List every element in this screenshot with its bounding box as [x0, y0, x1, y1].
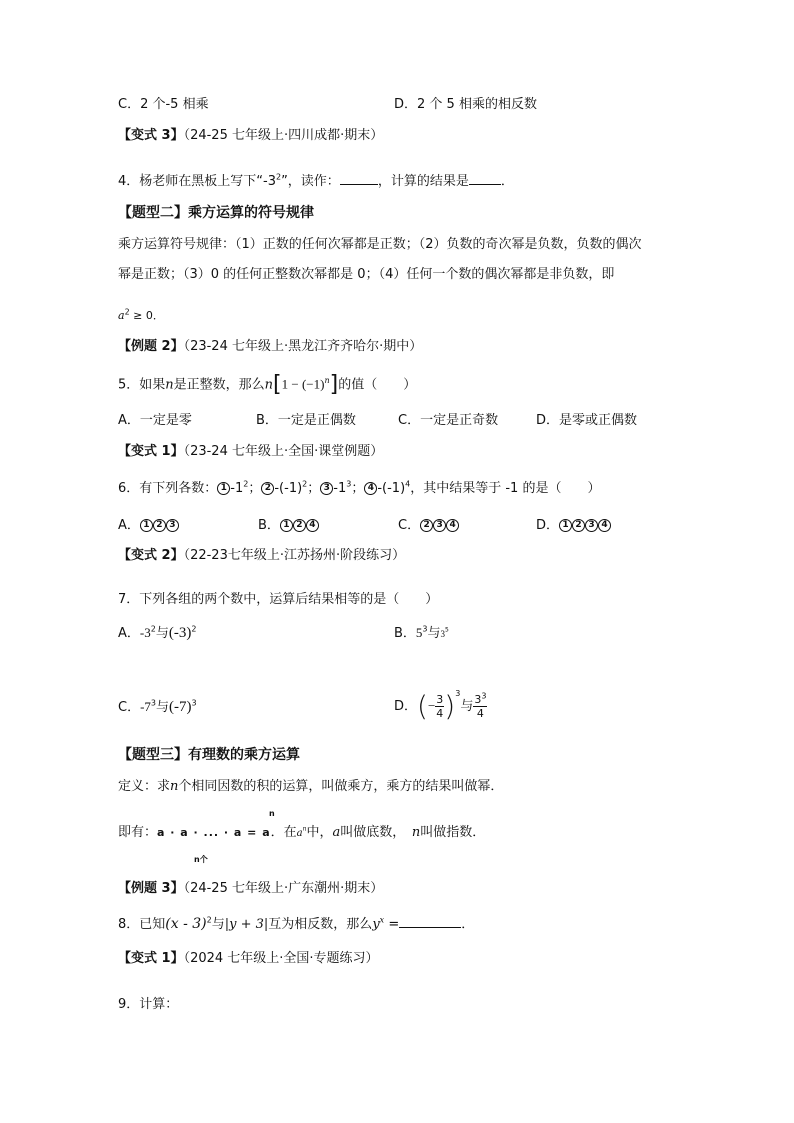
example-tag: 【例题 2】: [118, 339, 184, 354]
math-exp: 5: [445, 626, 449, 634]
math-exp: 2: [191, 624, 197, 634]
rule-inequality: [118, 307, 164, 325]
variant-source: （2024 七年级上·全国·专题练习）: [183, 951, 379, 966]
question-6: 6．有下列各数： 1 $-1^2$； 2 $-(-1)^2$； 3 $-1^3$； 4 $-(-1)^4$，其中结果等于 -1 的是（ ）: [118, 479, 601, 496]
paren: (: [417, 689, 428, 723]
math-expr: -7: [140, 699, 151, 714]
circled-number: 3: [585, 519, 598, 532]
example-source: （24-25 七年级上·广东潮州·期末）: [183, 881, 384, 896]
example-heading: [118, 338, 422, 356]
math-expr: (-3): [168, 625, 192, 641]
variant-tag: 【变式 1】: [118, 444, 184, 459]
q6-text: ，其中结果等于 -1 的是（ ）: [410, 481, 601, 496]
formula-underbrace-label: [194, 850, 208, 869]
variant-tag: 【变式 1】: [118, 951, 184, 966]
question-5: [118, 374, 416, 396]
math-text: n个: [194, 855, 208, 864]
rule-line: 乘方运算符号规律：（1）正数的任何次幂都是正数；（2）负数的奇次幂是负数，负数的偶次: [118, 237, 642, 252]
math-exp: n: [324, 376, 330, 386]
math-text: 与: [460, 699, 474, 714]
bracket: [: [273, 372, 282, 397]
option-label: B．: [394, 626, 416, 641]
circled-number: 2: [261, 482, 274, 495]
example-tag: 【例题 3】: [118, 881, 184, 896]
def-text: 中，: [306, 825, 333, 840]
variant-tag: 【变式 2】: [118, 548, 184, 563]
math-var: n: [165, 377, 174, 393]
q8-text: ．: [461, 917, 475, 932]
math-var: a: [296, 828, 303, 839]
option-label: C．: [398, 518, 421, 533]
math-expr: 3: [440, 629, 446, 639]
definition-line: [118, 824, 485, 843]
section-title: 【题型三】有理数的乘方运算: [118, 747, 300, 763]
option-c: C．一定是正奇数: [398, 413, 499, 428]
question-4: [118, 172, 514, 191]
circled-number: 4: [364, 482, 377, 495]
option-c: [398, 517, 459, 535]
option-c: C．2 个-5 相乘: [118, 97, 209, 112]
math-text: −: [427, 698, 436, 713]
math-text: ≥ 0．: [129, 309, 164, 322]
circled-number: 4: [598, 519, 611, 532]
q5-text: 的值（ ）: [338, 377, 417, 393]
math-exp: 2: [124, 307, 130, 317]
circled-number: 3: [433, 519, 446, 532]
option-d: D．2 个 5 相乘的相反数: [394, 97, 537, 112]
circled-number: 1: [559, 519, 572, 532]
math-expr: 1 − (−1): [281, 376, 325, 392]
question-9: 9．计算：: [118, 997, 179, 1012]
math-exp: 2: [206, 915, 212, 925]
circled-number: 2: [293, 519, 306, 532]
variant-source: （23-24 七年级上·全国·课堂例题）: [183, 444, 384, 459]
q8-text: =: [384, 917, 400, 932]
variant-source: （22-23七年级上·江苏扬州·阶段练习）: [183, 548, 406, 563]
math-text: 与: [156, 700, 170, 715]
circled-number: 1: [140, 519, 153, 532]
paren: ): [444, 689, 456, 723]
fraction: [473, 693, 487, 720]
variant-heading: [118, 547, 405, 565]
circled-number: 1: [217, 482, 230, 495]
circled-number: 4: [306, 519, 319, 532]
answer-blank[interactable]: [469, 172, 501, 185]
circled-number: 3: [166, 519, 179, 532]
q6-item: -(-1): [274, 481, 303, 496]
definition-line: [118, 778, 503, 796]
math-var: a: [118, 309, 125, 322]
circled-number: 2: [572, 519, 585, 532]
math-var: a: [332, 825, 341, 840]
option-a: [118, 624, 196, 643]
def-text: 即有：: [118, 825, 158, 840]
option-label: B．: [258, 518, 280, 533]
q6-item: -1: [333, 481, 347, 496]
fraction-numerator: 3: [436, 693, 444, 706]
math-exp: x: [379, 915, 385, 925]
q6-item: -(-1): [377, 481, 406, 496]
def-text: 定义：求: [118, 779, 171, 794]
math-exp: 2: [150, 624, 156, 634]
section-title: 【题型二】乘方运算的符号规律: [118, 205, 314, 221]
math-expr: -3: [139, 625, 151, 640]
math-text: 与: [427, 626, 441, 641]
circled-number: 4: [446, 519, 459, 532]
question-8: [118, 915, 474, 934]
q4-text: ，计算的结果是: [377, 174, 469, 189]
q6-exp: 3: [346, 479, 352, 489]
option-b: [258, 517, 319, 535]
math-var: n: [170, 779, 179, 794]
def-text: 叫做底数，: [340, 825, 399, 840]
q6-exp: 2: [302, 479, 308, 489]
math-text: 与: [155, 626, 169, 641]
math-exp: n: [302, 825, 307, 833]
math-exp: 3: [455, 689, 461, 698]
math-expr: 5: [415, 625, 423, 640]
math-exp: 3: [422, 624, 428, 634]
variant-source: （24-25 七年级上·四川成都·期末）: [183, 128, 384, 143]
answer-blank[interactable]: [399, 915, 461, 928]
q6-exp: 4: [405, 479, 411, 489]
q4-text: ”，读作：: [281, 174, 340, 189]
option-label: C．: [118, 700, 141, 715]
q4-text: ．: [500, 174, 514, 189]
variant-heading: [118, 950, 379, 968]
fraction-denominator: 4: [476, 707, 484, 720]
math-expr: (x - 3): [165, 916, 207, 932]
q6-exp: 2: [243, 479, 249, 489]
option-a: [118, 517, 179, 535]
fraction-denominator: 4: [436, 707, 444, 720]
option-d: [536, 517, 611, 535]
q8-text: 与: [211, 917, 225, 932]
q5-text: 是正整数，那么: [173, 377, 265, 393]
option-d: D．是零或正偶数: [536, 413, 638, 428]
question-7: 7．下列各组的两个数中，运算后结果相等的是（ ）: [118, 592, 439, 607]
power-formula: a · a · ... · a = a: [157, 826, 271, 839]
circled-number: 2: [420, 519, 433, 532]
option-b: [394, 624, 449, 643]
math-exp: n: [269, 809, 275, 818]
math-exp: 3: [481, 691, 487, 701]
math-expr: |y + 3|: [224, 917, 269, 932]
q6-item: -1: [230, 481, 244, 496]
def-text: 叫做指数．: [420, 825, 486, 840]
math-exp: 3: [191, 698, 197, 708]
example-source: （23-24 七年级上·黑龙江齐齐哈尔·期中）: [183, 339, 423, 354]
q4-text: 4．杨老师在黑板上写下“-3: [118, 174, 276, 189]
q4-exp: 2: [275, 172, 282, 182]
q6-text: 6．有下列各数：: [118, 481, 218, 496]
fraction-numerator: 3: [474, 693, 482, 706]
option-d: [394, 688, 487, 725]
math-var: n: [264, 377, 274, 393]
variant-heading: [118, 443, 383, 461]
circled-number: 2: [153, 519, 166, 532]
variant-tag: 【变式 3】: [118, 128, 184, 143]
math-exp: 3: [150, 698, 157, 708]
circled-number: 1: [280, 519, 293, 532]
option-b: B．一定是正偶数: [256, 413, 356, 428]
variant-heading: [118, 127, 383, 145]
option-label: A．: [118, 518, 140, 533]
q8-text: 互为相反数，那么: [268, 917, 373, 932]
bracket: ]: [329, 372, 339, 397]
option-label: A．: [118, 626, 140, 641]
def-text: 个相同因数的积的运算，叫做乘方，乘方的结果叫做幂．: [178, 779, 504, 794]
circled-number: 3: [320, 482, 333, 495]
answer-blank[interactable]: [340, 172, 378, 185]
rule-line: 幂是正数；（3）0 的任何正整数次幂都是 0；（4）任何一个数的偶次幂都是非负数，即: [118, 267, 615, 282]
formula-superscript: [269, 804, 275, 823]
def-text: ．在: [270, 825, 297, 840]
fraction: [435, 693, 444, 720]
math-var: y: [372, 917, 380, 932]
q5-text: 5．如果: [118, 377, 166, 393]
math-var: n: [411, 825, 421, 840]
q8-text: 8．已知: [118, 917, 166, 932]
option-label: D．: [394, 699, 418, 714]
math-expr: (-7): [169, 699, 192, 715]
option-c: [118, 698, 197, 717]
option-label: D．: [536, 518, 560, 533]
option-a: A．一定是零: [118, 413, 192, 428]
example-heading: [118, 880, 383, 898]
